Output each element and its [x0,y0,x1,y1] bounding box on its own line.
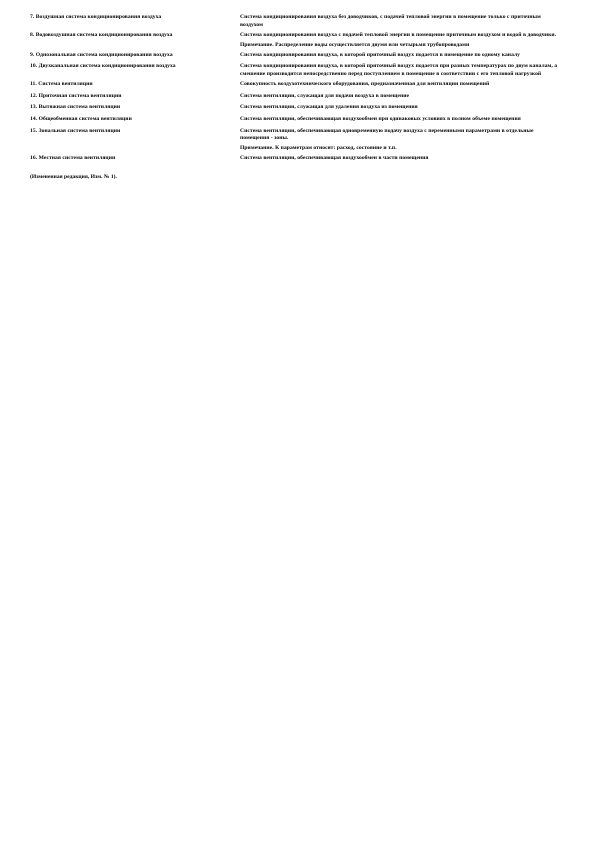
term-definition [240,104,558,112]
definition-text: Система кондиционирования воздуха, в которой приточный воздух подается при разных температурах по двум каналам, а смешение производится непосредственно перед поступлением в помещение в соответствии с его тепловой нагрузкой [240,62,558,77]
term-label: 9. Однозональная система кондиционирования воздуха [30,52,173,59]
definition-text: Система вентиляции, обеспечивающая воздухообмен при одинаковых условиях в полном объеме помещения [240,115,521,122]
term-definition [240,93,558,101]
term-label: 14. Общеобменная система вентиляции [30,115,132,122]
document-page [30,14,570,182]
definition-text: Система кондиционирования воздуха, в которой приточный воздух подается в помещение по одному каналу [240,52,521,59]
term-definition [240,63,558,78]
definition-text: Система вентиляции, обеспечивающая воздухообмен в части помещения [240,155,429,162]
definition-note: Примечание. К параметрам относят: расход, состояние и т.п. [240,144,397,151]
term-row-7 [30,14,570,29]
definition-text: Совокупность воздухотехнического оборудования, предназначенная для вентиляции помещений [240,81,490,88]
definition-text: Система вентиляции, служащая для удаления воздуха из помещения [240,104,418,111]
term-row-15 [30,128,570,153]
term-definition [240,116,558,124]
definition-text: Система вентиляции, обеспечивающая одновременную подачу воздуха с переменными параметрами в отдельные помещения - зоны. [240,127,534,142]
revision-note: (Измененная редакция, Изм. № 1). [30,173,117,180]
definition-text: Система кондиционирования воздуха с подачей тепловой энергии в помещение приточным воздухом и водой в доводчики. [240,32,557,39]
term-definition [240,14,558,29]
term-row-11 [30,81,570,89]
definition-note: Примечание. Распределение воды осуществляется двумя или четырьмя трубопроводами [240,41,470,48]
term-row-13 [30,104,570,112]
term-row-12 [30,93,570,101]
term-row-8 [30,32,570,49]
term-row-9 [30,52,570,60]
term-definition [240,52,558,60]
term-row-16 [30,155,570,163]
term-label: 7. Воздушная система кондиционирования воздуха [30,14,162,20]
term-label: 16. Местная система вентиляции [30,155,116,162]
term-definition [240,128,558,153]
term-definition [240,81,558,89]
term-definition [240,32,558,49]
definition-text: Система кондиционирования воздуха без доводчиков, с подачей тепловой энергии в помещение только с приточным воздухом [240,14,541,28]
term-label: 10. Двухканальная система кондиционирования воздуха [30,62,176,69]
term-row-14 [30,116,570,124]
definition-text: Система вентиляции, служащая для подачи воздуха в помещение [240,92,410,99]
term-label: 11. Система вентиляции [30,81,93,88]
term-label: 15. Зональная система вентиляции [30,127,121,134]
term-label: 13. Вытяжная система вентиляции [30,104,121,111]
term-definition [240,155,558,163]
term-label: 12. Приточная система вентиляции [30,92,122,99]
term-row-10 [30,63,570,78]
term-label: 8. Водовоздушная система кондиционирования воздуха [30,32,173,39]
